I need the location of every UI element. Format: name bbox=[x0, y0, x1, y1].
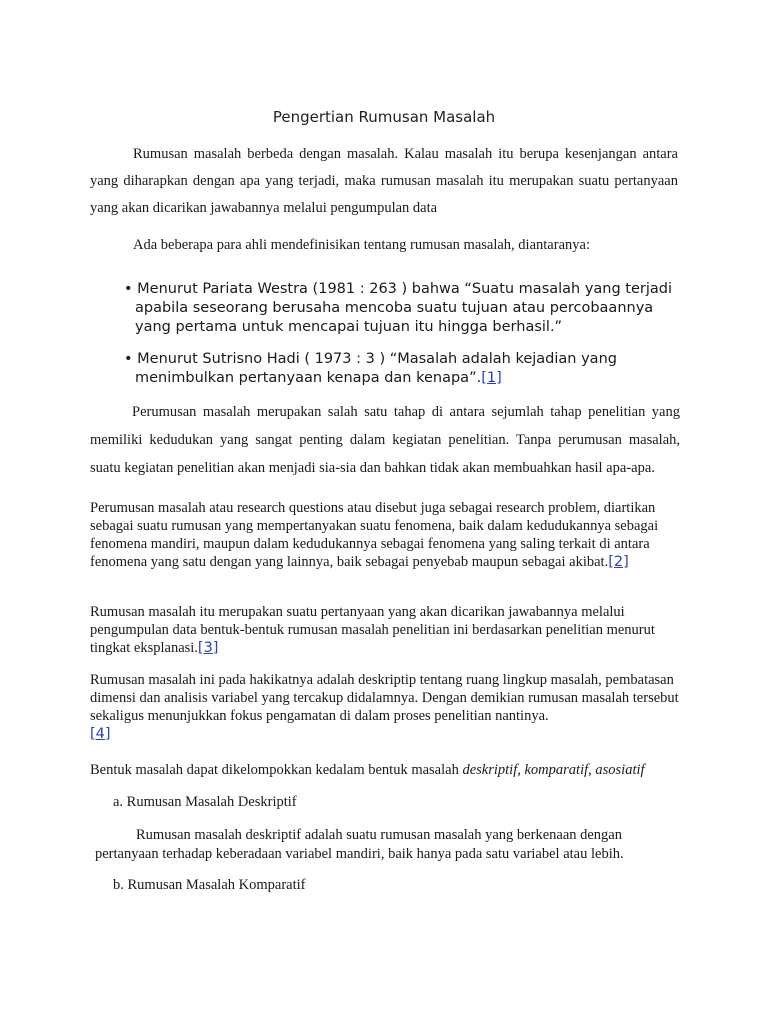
list-item bbox=[110, 280, 690, 337]
footnote-link-4[interactable]: [4] bbox=[90, 726, 111, 742]
paragraph-importance: Perumusan masalah merupakan salah satu tahap di antara sejumlah tahap penelitian yang memiliki kedudukan yang sangat penting dalam kegiatan penelitian. Tanpa perumusan masalah, suatu kegiatan penelitian akan menjadi sia-sia dan bahkan tidak akan membuahkan hasil apa-apa. bbox=[90, 404, 680, 476]
paragraph-text: Rumusan masalah itu merupakan suatu pertanyaan yang akan dicarikan jawabannya melalui pengumpulan data bentuk-bentuk rumusan masalah penelitian ini berdasarkan penelitian menurut tingkat eksplanasi. bbox=[90, 604, 655, 656]
paragraph-descriptive: Rumusan masalah deskriptif adalah suatu rumusan masalah yang berkenaan dengan pertanyaan terhadap keberadaan variabel mandiri, baik hanya pada satu variabel atau lebih. bbox=[95, 827, 624, 862]
footnote-link-2[interactable]: [2] bbox=[608, 554, 629, 570]
bullet-text: • Menurut Pariata Westra (1981 : 263 ) bahwa “Suatu masalah yang terjadi apabila seseorang berusaha mencoba suatu tujuan atau percobaannya yang pertama untuk mencapai tujuan itu hingga berhasil.” bbox=[124, 281, 673, 335]
paragraph-explanation-level bbox=[90, 603, 680, 657]
paragraph-text: Bentuk masalah dapat dikelompokkan kedalam bentuk masalah bbox=[90, 762, 463, 778]
footnote-link-3[interactable]: [3] bbox=[197, 640, 219, 656]
paragraph-italic-text: deskriptif, komparatif, asosiatif bbox=[462, 762, 645, 778]
paragraph-text: Perumusan masalah atau research questions atau disebut juga sebagai research problem, diartikan sebagai suatu rumusan yang mempertanyakan suatu fenomena, baik dalam kedudukannya sebagai fenomena mandiri, maupun dalam kedudukannya sebagai fenomena yang saling terkait di antara fenomena yang satu dengan yang lainnya, baik sebagai penyebab maupun sebagai akibat. bbox=[90, 500, 659, 570]
paragraph-research-questions bbox=[90, 499, 680, 571]
subheading-descriptive: a. Rumusan Masalah Deskriptif bbox=[113, 794, 297, 810]
footnote-link-1[interactable]: [1] bbox=[481, 370, 502, 386]
bullet-text: • Menurut Sutrisno Hadi ( 1973 : 3 ) “Masalah adalah kejadian yang menimbulkan pertanyaan kenapa dan kenapa”. bbox=[124, 351, 617, 386]
paragraph-scope bbox=[90, 671, 680, 743]
page-title: Pengertian Rumusan Masalah bbox=[272, 108, 496, 126]
paragraph-definition: Rumusan masalah berbeda dengan masalah. Kalau masalah itu berupa kesenjangan antara yang diharapkan dengan apa yang terjadi, maka rumusan masalah itu merupakan suatu pertanyaan yang akan dicarikan jawabannya melalui pengumpulan data bbox=[90, 146, 678, 216]
list-item bbox=[110, 350, 690, 388]
experts-list bbox=[110, 280, 690, 401]
paragraph-text: Rumusan masalah ini pada hakikatnya adalah deskriptip tentang ruang lingkup masalah, pembatasan dimensi dan analisis variabel yang tercakup didalamnya. Dengan demikian rumusan masalah tersebut sekaligus menunjukkan fokus pengamatan di dalam proses penelitian nantinya. bbox=[90, 672, 679, 724]
paragraph-forms bbox=[90, 761, 680, 779]
paragraph-experts-intro: Ada beberapa para ahli mendefinisikan tentang rumusan masalah, diantaranya: bbox=[133, 237, 590, 253]
subheading-comparative: b. Rumusan Masalah Komparatif bbox=[113, 877, 306, 893]
